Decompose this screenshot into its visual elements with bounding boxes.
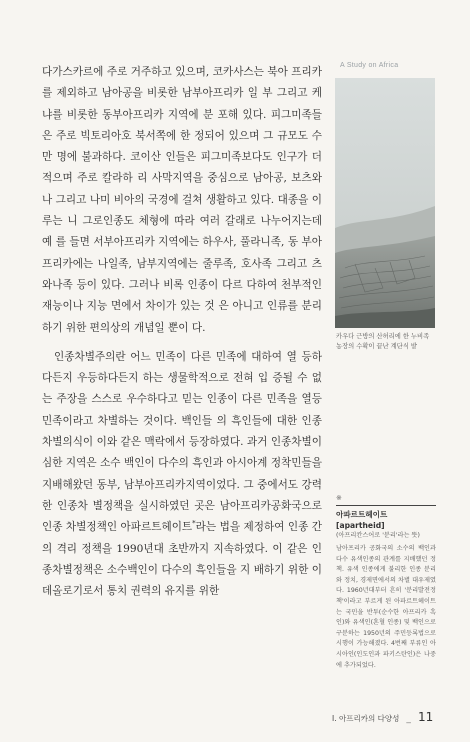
line: 리 사막지역을 중심으로 남아공, 보츠와나 그리고 나미	[42, 172, 322, 206]
line: 다.	[191, 321, 206, 334]
line: 간의 격리 정책을 1990년대 초반까지 지속하였다. 이	[42, 521, 323, 555]
line: 별정책을 실시하였던 곳은 남아프리카공화국으로 인종	[42, 499, 322, 534]
glossary-box	[336, 494, 436, 671]
paragraph-1	[42, 62, 322, 339]
line: 같은 인종차별정책은 소수백인이 다수의 흑인들을 지	[42, 542, 322, 576]
line: 인종차별주의란 어느 민족이 다른 민족에 대하여 열	[54, 350, 297, 363]
divider	[336, 505, 436, 506]
page-number: 11	[418, 710, 434, 724]
line: 인들은 피그미족보다도 인구가 더 적으며 주로 칼라하	[42, 151, 322, 185]
glossary-title: 아파르트헤이트 [apartheid]	[336, 510, 388, 530]
line: 그리고 츠와나족 등이 있다. 그러나 비록 인종이 다르	[42, 257, 322, 291]
footnote-marker: *	[192, 519, 196, 528]
line: 포해 있다. 피그미족들은 주로 빅토리아호 북서쪽에 한	[42, 108, 322, 142]
line: 의 흑인들에 대한 인종차별의식이 이와 같은 맥락에서	[42, 414, 322, 449]
line: 다수의 흑인과 아시아계 정착민들을 지배해왔던 동부,	[42, 457, 322, 491]
line: 부아프리카에는 나일족, 남부지역에는 줄루족, 호사족	[42, 236, 323, 270]
terrace-photo	[335, 78, 435, 328]
running-head: A Study on Africa	[340, 62, 399, 69]
line: 다른 민족을 열등 민족이라고 차별하는 것이다. 백인들	[42, 393, 323, 427]
chapter-label: I. 아프리카의 다양성	[332, 714, 400, 723]
line: 그로인종도 체형에 따라 여러 갈래로 나누어지는데 예	[42, 215, 322, 249]
line: 등장하였다. 과거 인종차별이 심한 지역은 소수 백인이	[42, 436, 323, 470]
line: 를 들면 서부아프리카 지역에는 하우사, 풀라니족, 동	[55, 236, 299, 249]
line: 차별정책인 아파르트헤이트	[65, 521, 193, 534]
page-footer	[332, 706, 436, 725]
line: 정되어 있으며 그 규모도 수만 명에 불과하다. 코이산	[42, 129, 322, 164]
line: 다가스카르에 주로 거주하고 있으며, 코카사스는 북아	[42, 66, 288, 78]
line: 라는 법을 제정하여 인종	[195, 521, 309, 534]
line: 비아의 국경에 걸쳐 생활하고 있다. 대종을 이루는 니	[42, 193, 322, 228]
glossary-subtitle: (아프리칸스어로 '분리'라는 뜻)	[336, 532, 420, 539]
paragraph-2	[42, 347, 322, 603]
footer-separator: _	[406, 714, 411, 724]
glossary-marker: ※	[336, 494, 342, 502]
line: 다하여 천부적인 재능이나 지능 면에서 차이가 있는 것	[42, 278, 322, 313]
main-text	[42, 62, 322, 602]
line: 프리카를 제외하고 남아공을 비롯한 남부아프리카 일	[42, 66, 322, 100]
line: 남부아프리카지역이었다. 그 중에서도 강력한 인종차	[42, 478, 322, 512]
line: 부 그리고 케냐를 비롯한 동부아프리카 지역에 분	[42, 87, 322, 121]
line: 등하다든지 우등하다든지 하는 생물학적으로 전혀 입	[42, 350, 323, 385]
photo-caption: 카우다 근방의 산허리에 한 누비족 농장의 수확이 끝난 계단식 밭	[336, 333, 430, 350]
line: 은 아니고 인류를 분리하기 위한 편의상의 개념일 뿐이	[42, 300, 322, 334]
glossary-body: 남아프리카 공화국의 소수의 백인과 다수 유색인종의 관계를 지배했던 정책. 유색 인종에게 불리한 인종 분리와 정치, 경제면에서의 차별 대우제였다. 1960년대부터 흔히 '분리발전정책'이라고 부르게 된 아파르트헤이트는 국민을 반투(순수한 아프리카 흑인)와 유색인(혼혈 인종) 및 백인으로 구분하는 1950년의 주민등록법으로 시행이 가능해졌다. 4번째 부류인 아시아인(인도인과 파키스탄인)은 나중에 추가되었다.	[336, 545, 436, 669]
line: 배하기 위한 이데올로기로서 통치 권력의 유지를 위한	[42, 563, 323, 598]
line: 증될 수 없는 주장을 스스로 우수하다고 믿는 인종이	[42, 372, 322, 406]
